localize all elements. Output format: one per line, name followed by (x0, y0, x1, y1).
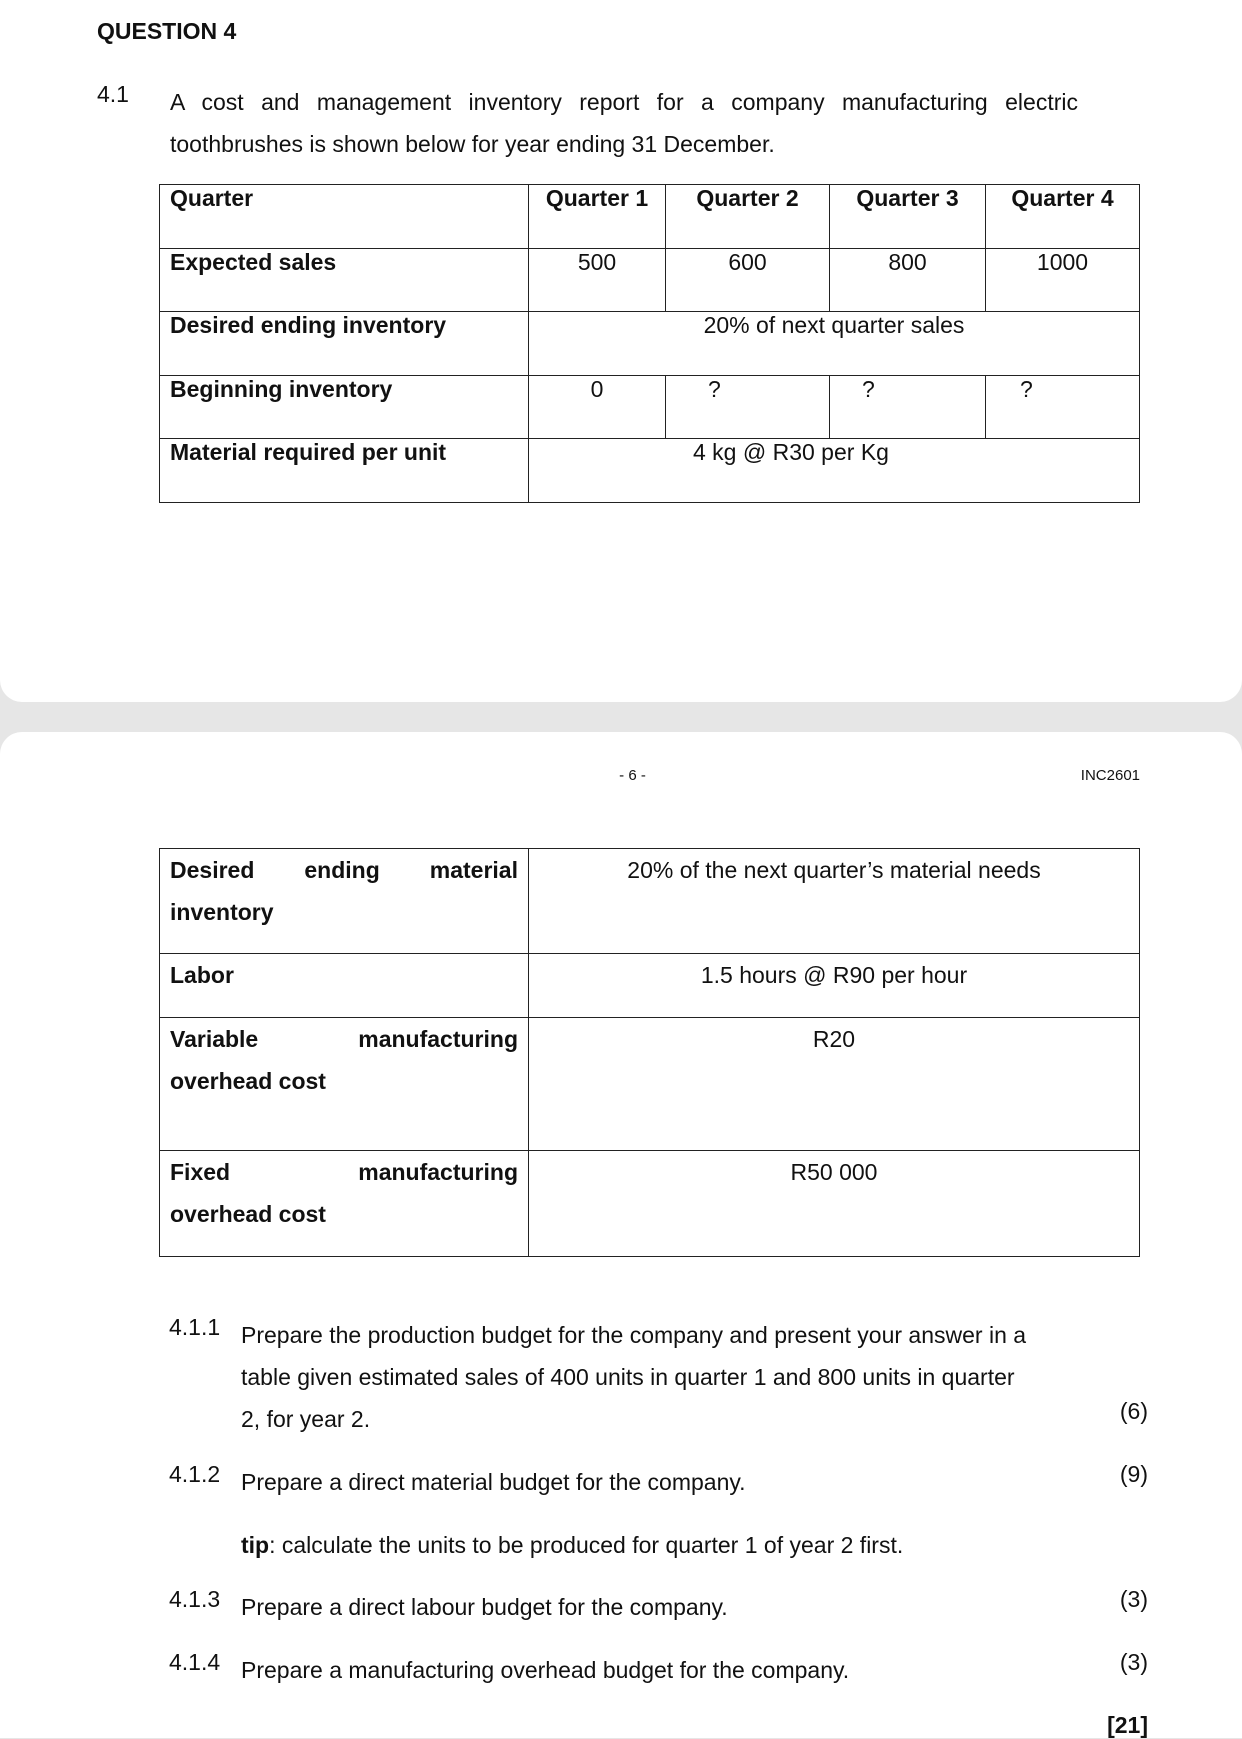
subquestion-4-1-1-marks: (6) (1119, 1398, 1148, 1424)
subquestion-4-1-3-marks: (3) (1119, 1586, 1148, 1612)
label-word: manufacturing (358, 1159, 518, 1185)
labor-label: Labor (160, 954, 529, 1018)
beginning-inventory-q4: ? (986, 375, 1140, 439)
expected-sales-q1: 500 (529, 248, 666, 312)
label-word: Desired (170, 857, 255, 883)
fixed-overhead-label (160, 1151, 529, 1257)
question-intro-line-1: A cost and management inventory report for a company manufacturing electric (170, 89, 1078, 115)
table-row (160, 312, 1140, 376)
header-quarter-1: Quarter 1 (529, 185, 666, 249)
label-word: ending (304, 857, 380, 883)
table-row (160, 954, 1140, 1018)
subquestion-4-1-1-number: 4.1.1 (169, 1314, 221, 1340)
labor-value: 1.5 hours @ R90 per hour (529, 954, 1140, 1018)
subquestion-4-1-2-number: 4.1.2 (169, 1461, 221, 1487)
desired-ending-material-inventory-label (160, 849, 529, 954)
inventory-report-table (159, 184, 1140, 503)
header-quarter-2: Quarter 2 (666, 185, 830, 249)
page-number: - 6 - (619, 767, 646, 784)
question-intro-line-2: toothbrushes is shown below for year ending 31 December. (170, 131, 775, 157)
question-number: 4.1 (97, 81, 129, 107)
label-word: Variable (170, 1026, 259, 1052)
expected-sales-q3: 800 (830, 248, 986, 312)
subquestion-4-1-4-marks: (3) (1119, 1649, 1148, 1675)
beginning-inventory-q2: ? (666, 375, 830, 439)
table-row (160, 439, 1140, 503)
subquestion-4-1-2-text: Prepare a direct material budget for the company. (241, 1469, 746, 1495)
header-quarter-3: Quarter 3 (830, 185, 986, 249)
subquestion-4-1-3-text: Prepare a direct labour budget for the company. (241, 1594, 728, 1620)
subquestion-line: table given estimated sales of 400 units in quarter 1 and 800 units in quarter (241, 1364, 1015, 1390)
subquestion-4-1-3-number: 4.1.3 (169, 1586, 221, 1612)
table-header-row (160, 185, 1140, 249)
header-quarter-4: Quarter 4 (986, 185, 1140, 249)
subquestion-line: Prepare the production budget for the company and present your answer in a (241, 1322, 1027, 1348)
label-line-2: inventory (170, 899, 274, 925)
module-code: INC2601 (1080, 767, 1140, 784)
subquestion-4-1-4-number: 4.1.4 (169, 1649, 221, 1675)
variable-overhead-label (160, 1018, 529, 1151)
table-row (160, 248, 1140, 312)
header-quarter: Quarter (160, 185, 529, 249)
label-word: manufacturing (358, 1026, 518, 1052)
material-required-value: 4 kg @ R30 per Kg (529, 439, 1140, 503)
question-intro (170, 81, 1078, 165)
expected-sales-q4: 1000 (986, 248, 1140, 312)
desired-ending-inventory-label: Desired ending inventory (160, 312, 529, 376)
expected-sales-label: Expected sales (160, 248, 529, 312)
beginning-inventory-label: Beginning inventory (160, 375, 529, 439)
label-word: material (429, 857, 518, 883)
variable-overhead-value: R20 (529, 1018, 1140, 1151)
total-marks: [21] (1107, 1712, 1148, 1738)
tip-label: tip (241, 1532, 270, 1558)
tip-text (241, 1524, 1121, 1566)
table-row (160, 1018, 1140, 1151)
subquestion-4-1-4-text: Prepare a manufacturing overhead budget for the company. (241, 1657, 850, 1683)
label-word: Fixed (170, 1159, 231, 1185)
subquestion-4-1-2-marks: (9) (1119, 1461, 1148, 1487)
expected-sales-q2: 600 (666, 248, 830, 312)
desired-ending-inventory-value: 20% of next quarter sales (529, 312, 1140, 376)
table-row (160, 1151, 1140, 1257)
material-required-label: Material required per unit (160, 439, 529, 503)
subquestion-line: 2, for year 2. (241, 1406, 371, 1432)
table-row (160, 375, 1140, 439)
beginning-inventory-q1: 0 (529, 375, 666, 439)
table-row (160, 849, 1140, 954)
label-line-2: overhead cost (170, 1068, 326, 1094)
tip-body: : calculate the units to be produced for quarter 1 of year 2 first. (269, 1532, 904, 1558)
label-line-2: overhead cost (170, 1201, 326, 1227)
fixed-overhead-value: R50 000 (529, 1151, 1140, 1257)
cost-details-table (159, 848, 1140, 1257)
question-title: QUESTION 4 (97, 18, 237, 44)
beginning-inventory-q3: ? (830, 375, 986, 439)
subquestion-4-1-1-text (241, 1314, 1121, 1440)
desired-ending-material-inventory-value: 20% of the next quarter’s material needs (529, 849, 1140, 954)
